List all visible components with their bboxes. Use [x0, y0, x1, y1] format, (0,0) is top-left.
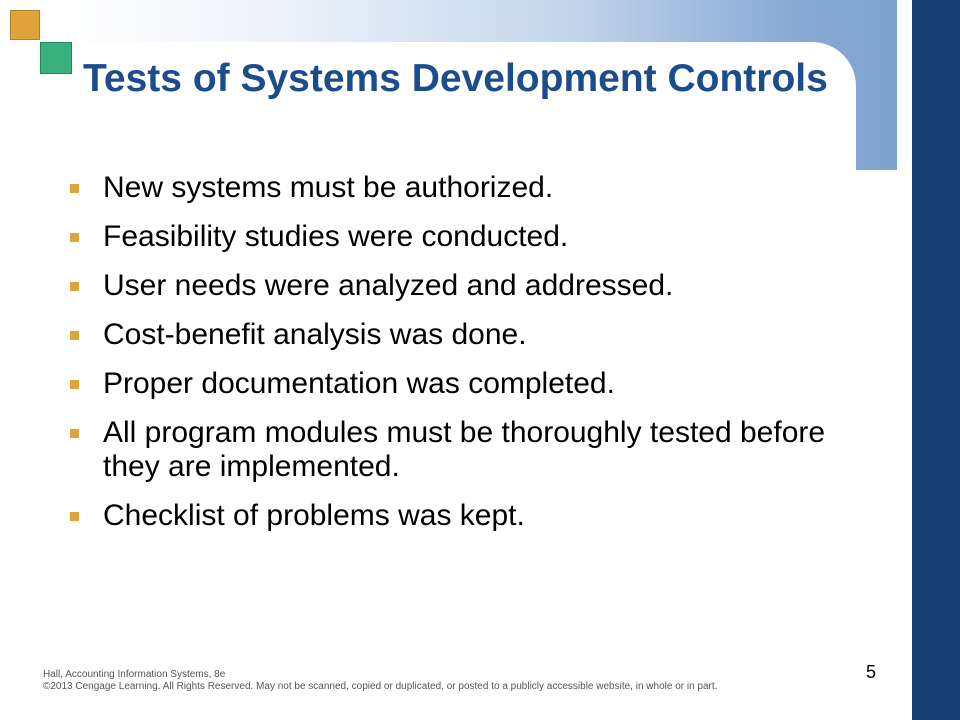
- right-accent-bar: [912, 0, 960, 720]
- bullet-list: [70, 171, 870, 548]
- bullet-square-icon: [70, 184, 79, 193]
- page-number: 5: [866, 662, 877, 682]
- bullet-square-icon: [70, 429, 79, 438]
- green-square-decoration: [40, 42, 72, 74]
- footer-source: Hall, Accounting Information Systems, 8e: [43, 669, 226, 680]
- bullet-item: [70, 416, 870, 484]
- bullet-text: Proper documentation was completed.: [103, 367, 615, 400]
- bullet-text: All program modules must be thoroughly tested before they are implemented.: [103, 416, 826, 483]
- bullet-item: [70, 220, 870, 254]
- bullet-item: [70, 171, 870, 205]
- bullet-square-icon: [70, 233, 79, 242]
- bullet-item: [70, 499, 870, 533]
- footer-copyright: ©2013 Cengage Learning. All Rights Reserved. May not be scanned, copied or duplicated, or posted to a publicly accessible website, in whole or in part.: [43, 681, 718, 692]
- bullet-square-icon: [70, 512, 79, 521]
- bullet-square-icon: [70, 380, 79, 389]
- bullet-square-icon: [70, 331, 79, 340]
- bullet-item: [70, 367, 870, 401]
- bullet-item: [70, 269, 870, 303]
- copyright-footer: [43, 669, 717, 693]
- bullet-square-icon: [70, 282, 79, 291]
- bullet-text: New systems must be authorized.: [103, 171, 554, 204]
- bullet-text: User needs were analyzed and addressed.: [103, 269, 674, 302]
- bullet-item: [70, 318, 870, 352]
- bullet-text: Checklist of problems was kept.: [103, 499, 525, 532]
- slide-title: Tests of Systems Development Controls: [83, 57, 828, 100]
- bullet-text: Cost-benefit analysis was done.: [103, 318, 527, 351]
- orange-square-decoration: [10, 10, 40, 40]
- bullet-text: Feasibility studies were conducted.: [103, 220, 569, 253]
